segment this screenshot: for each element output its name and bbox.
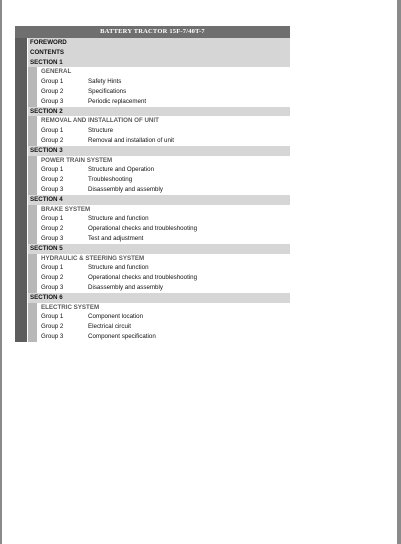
group-title: Troubleshooting <box>88 176 133 184</box>
section-content <box>38 156 290 195</box>
section-heading: POWER TRAIN SYSTEM <box>38 156 290 166</box>
group-label: Group 2 <box>41 225 64 233</box>
group-label: Group 2 <box>41 323 64 331</box>
group-label: Group 2 <box>41 274 64 282</box>
group-label: Group 3 <box>41 185 64 193</box>
group-title: Structure and Operation <box>88 166 155 174</box>
toc-body <box>15 38 290 342</box>
group-title: Operational checks and troubleshooting <box>88 274 198 282</box>
toc-title: BATTERY TRACTOR 15F-7/40T-7 <box>15 26 290 38</box>
group-row[interactable] <box>38 175 290 185</box>
section-content <box>38 67 290 106</box>
group-title: Test and adjustment <box>88 234 144 242</box>
toc-rows <box>28 38 290 342</box>
section-header[interactable]: SECTION 3 <box>28 146 290 156</box>
group-title: Structure and function <box>88 215 149 223</box>
group-row[interactable] <box>38 322 290 332</box>
section-header[interactable]: SECTION 6 <box>28 293 290 303</box>
group-label: Group 3 <box>41 332 64 340</box>
group-row[interactable] <box>38 77 290 87</box>
group-label: Group 1 <box>41 166 64 174</box>
group-label: Group 1 <box>41 313 64 321</box>
section-side-bar <box>28 156 37 195</box>
section-content <box>38 116 290 145</box>
group-label: Group 1 <box>41 264 64 272</box>
group-row[interactable] <box>38 234 290 244</box>
section-header[interactable]: SECTION 1 <box>28 58 290 68</box>
section-side-bar <box>28 116 37 145</box>
group-row[interactable] <box>38 185 290 195</box>
page-left-edge <box>0 0 2 544</box>
group-label: Group 2 <box>41 136 64 144</box>
group-row[interactable] <box>38 214 290 224</box>
group-title: Component specification <box>88 332 156 340</box>
group-row[interactable] <box>38 224 290 234</box>
group-row[interactable] <box>38 97 290 107</box>
foreword-row[interactable]: FOREWORD <box>28 38 290 48</box>
group-label: Group 3 <box>41 234 64 242</box>
group-row[interactable] <box>38 283 290 293</box>
group-label: Group 2 <box>41 87 64 95</box>
section-header[interactable]: SECTION 2 <box>28 107 290 117</box>
group-row[interactable] <box>38 263 290 273</box>
section-side-bar <box>28 205 37 244</box>
section-heading: REMOVAL AND INSTALLATION OF UNIT <box>38 116 290 126</box>
section-side-bar <box>28 67 37 106</box>
section-header[interactable]: SECTION 5 <box>28 244 290 254</box>
group-label: Group 2 <box>41 176 64 184</box>
section-header[interactable]: SECTION 4 <box>28 195 290 205</box>
group-title: Safety Hints <box>88 78 122 86</box>
group-title: Component location <box>88 313 144 321</box>
contents-row[interactable]: CONTENTS <box>28 48 290 58</box>
section-content <box>38 303 290 342</box>
section-side-bar <box>28 254 37 293</box>
group-row[interactable] <box>38 273 290 283</box>
group-title: Disassembly and assembly <box>88 283 163 291</box>
page-right-edge <box>397 0 401 544</box>
group-row[interactable] <box>38 136 290 146</box>
group-row[interactable] <box>38 126 290 136</box>
group-label: Group 3 <box>41 97 64 105</box>
group-title: Disassembly and assembly <box>88 185 163 193</box>
group-row[interactable] <box>38 332 290 342</box>
group-title: Periodic replacement <box>88 97 147 105</box>
group-label: Group 1 <box>41 215 64 223</box>
group-label: Group 3 <box>41 283 64 291</box>
section-heading: GENERAL <box>38 67 290 77</box>
section-content <box>38 254 290 293</box>
group-title: Specifications <box>88 87 127 95</box>
group-row[interactable] <box>38 165 290 175</box>
group-title: Operational checks and troubleshooting <box>88 225 198 233</box>
group-row[interactable] <box>38 312 290 322</box>
table-of-contents <box>15 26 290 342</box>
section-content <box>38 205 290 244</box>
section-heading: BRAKE SYSTEM <box>38 205 290 215</box>
section-heading: ELECTRIC SYSTEM <box>38 303 290 313</box>
group-label: Group 1 <box>41 78 64 86</box>
group-title: Structure and function <box>88 264 149 272</box>
toc-side-bar <box>15 38 27 342</box>
group-label: Group 1 <box>41 127 64 135</box>
group-row[interactable] <box>38 87 290 97</box>
group-title: Removal and installation of unit <box>88 136 174 144</box>
group-title: Electrical circuit <box>88 323 131 331</box>
section-side-bar <box>28 303 37 342</box>
group-title: Structure <box>88 127 114 135</box>
section-heading: HYDRAULIC & STEERING SYSTEM <box>38 254 290 264</box>
